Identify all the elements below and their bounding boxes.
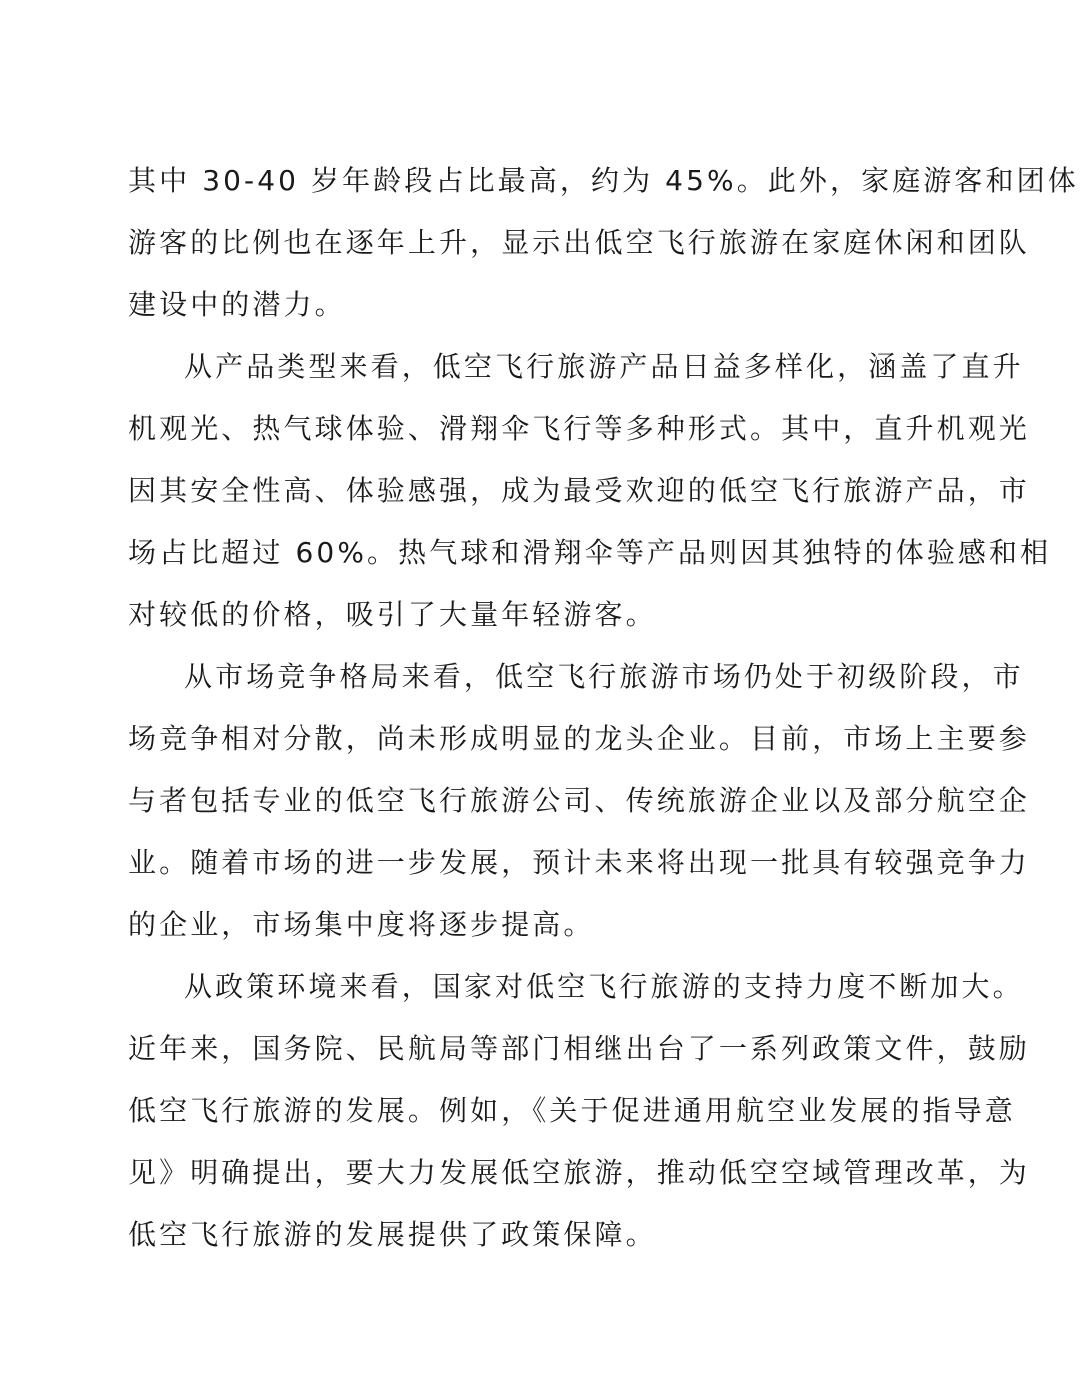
text-line: 见》明确提出，要大力发展低空旅游，推动低空空域管理改革，为 [128,1156,1030,1189]
text-line: 业。随着市场的进一步发展，预计未来将出现一批具有较强竞争力 [128,846,1030,879]
body-text [128,150,1079,1266]
paragraph-product-types [128,336,1052,646]
text-line: 因其安全性高、体验感强，成为最受欢迎的低空飞行旅游产品，市 [128,474,1030,507]
text-line: 场竞争相对分散，尚未形成明显的龙头企业。目前，市场上主要参 [128,722,1030,755]
text-line: 低空飞行旅游的发展。例如，《关于促进通用航空业发展的指导意 [128,1094,1016,1127]
text-line: 从产品类型来看，低空飞行旅游产品日益多样化，涵盖了直升 [184,350,1024,383]
paragraph-age-distribution [128,150,1079,336]
text-line: 从政策环境来看，国家对低空飞行旅游的支持力度不断加大。 [184,970,1024,1003]
text-line: 对较低的价格，吸引了大量年轻游客。 [128,598,657,631]
paragraph-policy-environment [128,956,1030,1266]
text-line: 从市场竞争格局来看，低空飞行旅游市场仍处于初级阶段，市 [184,660,1024,693]
text-line: 机观光、热气球体验、滑翔伞飞行等多种形式。其中，直升机观光 [128,412,1030,445]
text-line: 场占比超过 60%。热气球和滑翔伞等产品则因其独特的体验感和相 [128,536,1052,569]
text-line: 近年来，国务院、民航局等部门相继出台了一系列政策文件，鼓励 [128,1032,1030,1065]
text-line: 其中 30-40 岁年龄段占比最高，约为 45%。此外，家庭游客和团体 [128,164,1079,197]
paragraph-market-competition [128,646,1030,956]
text-line: 建设中的潜力。 [128,288,346,321]
text-line: 与者包括专业的低空飞行旅游公司、传统旅游企业以及部分航空企 [128,784,1030,817]
text-line: 的企业，市场集中度将逐步提高。 [128,908,595,941]
text-line: 低空飞行旅游的发展提供了政策保障。 [128,1218,657,1251]
text-line: 游客的比例也在逐年上升，显示出低空飞行旅游在家庭休闲和团队 [128,226,1030,259]
